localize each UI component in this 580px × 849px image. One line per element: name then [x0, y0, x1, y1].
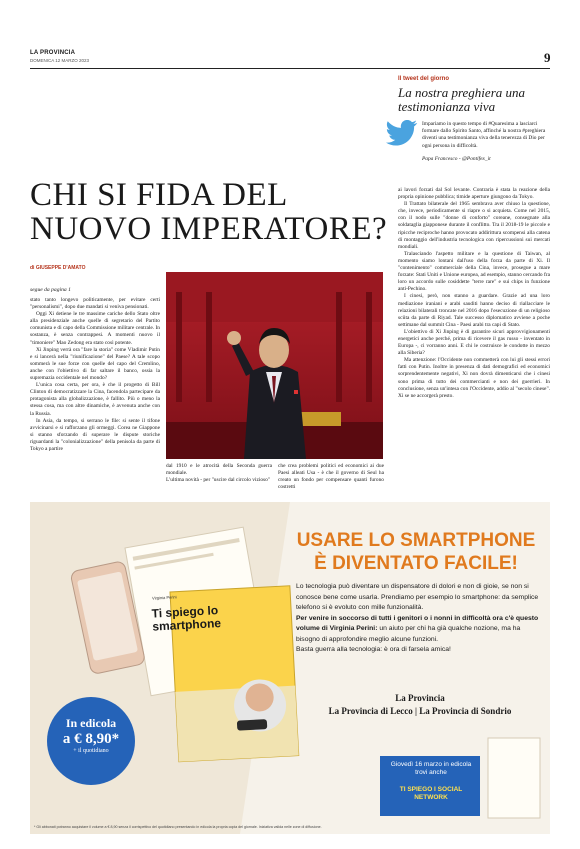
issue-date: DOMENICA 12 MARZO 2023 [30, 58, 90, 63]
article-column-3: che crea problemi politici ed economici ai due Paesi alleati Usa - è che il governo di Seul ha creato un fondo per compensare quanti furono costretti [278, 463, 384, 491]
tweet-kicker: Il tweet del giorno [398, 76, 450, 82]
masthead: LA PROVINCIA [30, 50, 76, 56]
paragraph: stato tanto longevo politicamente, per evitare certi "personalismi", dopo due mandati si veniva pensionati. [30, 297, 160, 311]
article-column-1 [30, 297, 160, 453]
paragraph: ai lavori forzati dal Sol levante. Contraria è stata la reazione della propria opinione pubblica; timide aperture giungono da Tokyo. [398, 187, 550, 201]
ad-title: USARE LO SMARTPHONE È DIVENTATO FACILE! [296, 530, 536, 574]
brand-la-provincia: La Provincia [395, 693, 445, 703]
next-issue-date: Giovedì 16 marzo in edicola trovi anche [390, 761, 472, 776]
twitter-bird-icon [386, 120, 418, 146]
tweet-author: Papa Francesco - @Pontifex_it [422, 156, 491, 162]
ad-paragraph: Basta guerra alla tecnologia: è ora di farsela amica! [296, 646, 451, 653]
paragraph: I cinesi, però, non stanno a guardare. Grazie ad una loro mediazione iraniani e arabi sauditi hanno deciso di riallacciare le relazioni bilaterali troncate nel 2016 dopo l'esecuzione di un religioso sciita da parte di Riyad. Tale successo diplomatico avviene a poche settimane dal summit Cina - Paesi arabi tra capi di Stato. [398, 293, 550, 328]
paragraph: Tralasciando l'aspetto militare e la questione di Taiwan, al momento siamo lontani dall'uso della forza da parte di Xi. Il "contenimento" commerciale della Cina, invece, prosegue a mare forzate: Stati Uniti e Unione europea, ad esempio, stanno cercando fra loro un accordo sulle cosiddette "terre rare" e sui chips in funzione anti-Pechino. [398, 250, 550, 293]
article-column-2: dal 1910 e le atrocità della Seconda guerra mondiale. L'ultima novità - per "uscire dal circolo vizioso" [166, 463, 272, 484]
ad-paragraph: Lo tecnologia può diventare un dispensatore di dolori e non di gioie, se non si conosce bene come usarla. Prendiamo per esempio lo smartphone: da semplice telefono si è evoluto con mille funzionalità. [296, 583, 539, 611]
paragraph: L'unica cosa certa, per ora, è che il progetto di Bill Clinton di democratizzare la Cina, facendola partecipare da protagonista alla globalizzazione, è fallito. Più o meno la stessa cosa, ma con altre dinamiche, è avvenuta anche con la Russia. [30, 382, 160, 417]
paragraph: L'obiettivo di Xi Jinping è di garantire sicuri approvvigionamenti energetici anche perché, prima di ricevere il gas russo - inventato in Europa -, ci vorranno anni. E chi le costruisce le condotte in mezzo alla Siberia? [398, 328, 550, 357]
article-column-right [398, 187, 550, 400]
continued-from: segue da pagina 1 [30, 287, 71, 293]
paragraph: Il Trattato bilaterale del 1965 sembrava aver chiuso la questione, che, invece, periodicamente si riapre o si acquieta. Come nel 2015, con il nodo sulle "donne di conforto" coreane, consegnate alla soldataglia giapponese durante il conflitto. Tra il 2018-19 le piccole e ripicche reciproche hanno provocato addirittura scompensi alla catena di montaggio dell'industria tecnologica con ripercussioni sui mercati mondiali. [398, 201, 550, 250]
article-photo [166, 272, 383, 459]
tweet-title: La nostra preghiera una testimonianza viva [398, 85, 525, 114]
top-rule [30, 68, 550, 69]
paragraph: Xi Jinping verrà ora "fare la storia" come Vladimir Putin e si lancerà nella "riunificazione" del Paese? A tale scopo sommerà le sue forze con quelle del capo del Cremlino, anche con l'obiettivo di far saltare il banco, ossia la supremazia occidentale nel mondo? [30, 346, 160, 382]
book-author: Virginia Perini [151, 594, 177, 601]
paragraph: Oggi Xi detiene le tre massime cariche dello Stato oltre alla presidenziale anche quelle di segretario del Partito comunista e di capo della Commissione militare centrale. In sostanza, è senza contrappesi. A momenti nuovo il "timoniere" Mao Zedong era stato così potente. [30, 311, 160, 346]
tweet-body: Impariamo in questo tempo di #Quaresima a lasciarci formare dallo Spirito Santo, affinché la nostra #preghiera diventi una testimonianza viva della tenerezza di Dio per ogni persona in difficoltà. [422, 121, 546, 149]
headline: CHI SI FIDA DEL NUOVO IMPERATORE? [30, 177, 388, 247]
byline: di GIUSEPPE D'AMATO [30, 265, 86, 271]
paragraph: Ma attenzione: l'Occidente non commetterà con lui gli stessi errori fatti con Putin. Inoltre in presenza di dati demografici ed economici sorprendentemente negativi, Xi non dovrà dimenticarsi che i cinesi sono prima di tutto dei commercianti e non dei guerrieri. In conclusione, senza un'intesa con l'Occidente, addio al "secolo cinese". Xi se ne accorgerà presto. [398, 357, 550, 399]
ad-paragraph: Per venire in soccorso di tutti i genitori o i nonni in difficoltà ora c'è questo volume di Virginia Perini: un aiuto per chi ha già qualche nozione, ma ha bisogno di approfondire meglio alcune funzioni. [296, 614, 539, 643]
page-number: 9 [544, 50, 551, 65]
next-issue-title: TI SPIEGO I SOCIAL NETWORK [399, 786, 463, 801]
ad-footnote: * Gli abbonati potranno acquistare il volume a € 8,90 senza il corrispettivo del quotidiano presentando in edicola la propria copia del giornale. Iniziativa valida nelle zone di diffusione. [34, 825, 322, 829]
book-title: Ti spiego lo smartphone [151, 603, 222, 634]
brand-lecco-sondrio: La Provincia di Lecco | La Provincia di Sondrio [328, 706, 512, 716]
price-badge-text: In edicola a € 8,90* + il quotidiano [62, 716, 120, 754]
paragraph: In Asia, da tempo, si serrano le file: si sente il tifone avvicinarsi e si rafforzano gli ormeggi. Corea ne Giappone si stanno sforzando di superare le dispute storiche riguardanti la "colonializzazione" della penisola da parte di Tokyo a partire [30, 417, 160, 452]
ad-text [296, 582, 540, 656]
